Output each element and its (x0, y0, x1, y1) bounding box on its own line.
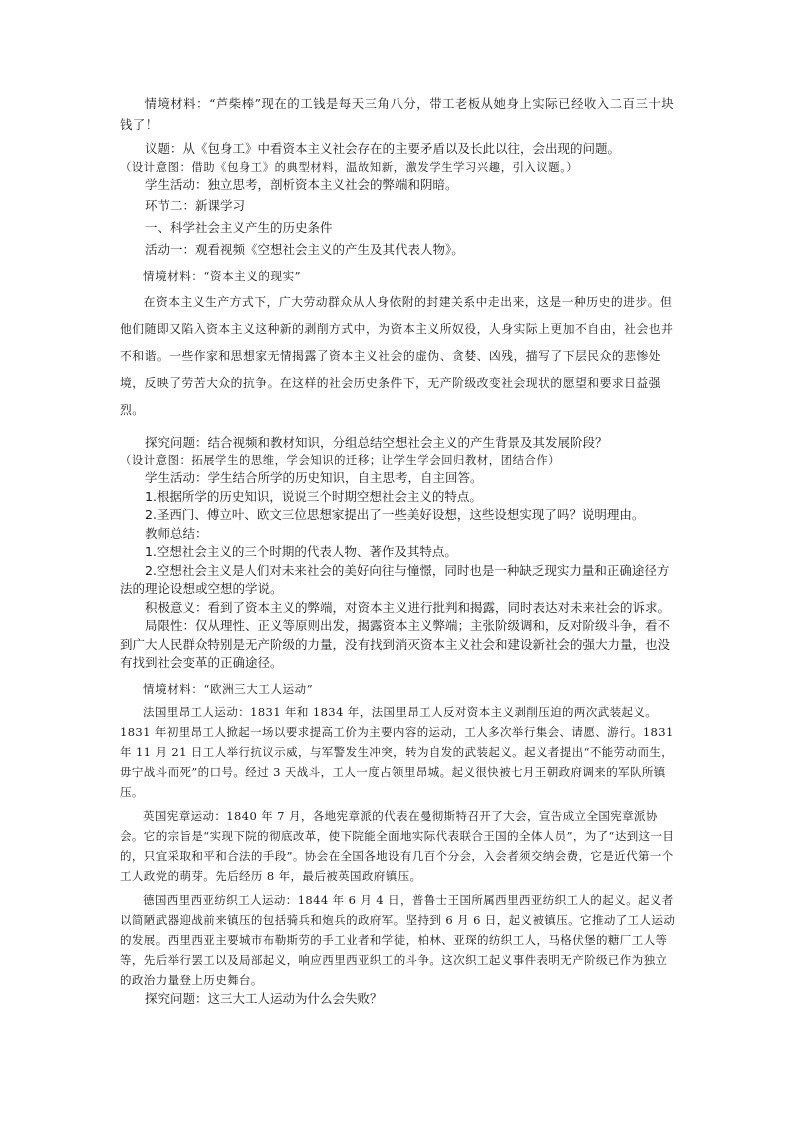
germany-silesia-para: 德国西里西亚纺织工人运动：1844 年 6 月 4 日，普鲁士王国所属西里西亚纺织工人的起义。起义者以简陋武器迎战前来镇压的包括骑兵和炮兵的政府军。坚持到 6 月 6 日，起义被镇压。它推动了工人运动的发展。西里西亚主要城市布勒斯劳的手工业者和学徒，柏林、亚琛的纺织工人，马格伏堡的糖厂工人等等，先后举行罢工以及局部起义，响应西里西亚织工的斗争。这次织工起义事件表明无产阶级已作为独立的政治力量登上历史舞台。 (120, 892, 676, 987)
question-2: 2.圣西门、傅立叶、欧文三位思想家提出了一些美好设想，这些设想实现了吗？说明理由。 (145, 507, 645, 522)
britain-chartist-para: 英国宪章运动：1840 年 7 月，各地宪章派的代表在曼彻斯特召开了大会，宣告成立全国宪章派协会。它的宗旨是“实现下院的彻底改革，使下院能全面地实际代表联合王国的全体人员”，为了“达到这一目的，只宜采取和平和合法的手段”。协会在全国各地设有几百个分会，入会者须交纳会费，它是近代第一个工人政党的萌芽。先后经历 8 年，最后被英国政府镇压。 (120, 808, 675, 883)
capitalism-reality-para: 在资本主义生产方式下，广大劳动群众从人身依附的封建关系中走出来，这是一种历史的进步。但他们随即又陷入资本主义这种新的剥削方式中，为资本主义所奴役，人身实际上更加不自由，社会也并不和谐。一些作家和思想家无情揭露了资本主义社会的虚伪、贪婪、凶残，描写了下层民众的悲惨处境，反映了劳苦大众的抗争。在这样的社会历史条件下，无产阶级改变社会现状的愿望和要求日益强烈。 (120, 294, 674, 417)
summary-item-1: 1.空想社会主义的三个时期的代表人物、著作及其特点。 (145, 544, 457, 559)
positive-significance-para: 积极意义：看到了资本主义的弊端，对资本主义进行批判和揭露，同时表达对未来社会的诉求。 (145, 599, 671, 615)
inquiry-question-para: 探究问题：结合视频和教材知识，分组总结空想社会主义的产生背景及其发展阶段？ (145, 434, 608, 450)
teacher-summary-heading: 教师总结： (145, 525, 208, 541)
inquiry-question-para-2: 探究问题：这三大工人运动为什么会失败？ (145, 990, 383, 1006)
student-activity-para-2: 学生活动：学生结合所学的历史知识，自主思考，自主回答。 (145, 470, 483, 485)
situation-material-heading: 情境材料：“资本主义的现实” (143, 268, 302, 283)
situation-material-heading-2: 情境材料：“欧洲三大工人运动” (143, 681, 314, 696)
section-heading: 环节二：新课学习 (145, 198, 246, 213)
topic-para: 议题：从《包身工》中看资本主义社会存在的主要矛盾以及长此以往，会出现的问题。 (145, 141, 621, 156)
design-intent-para: （设计意图：借助《包身工》的典型材料，温故知新，激发学生学习兴趣，引入议题。） (120, 160, 579, 174)
student-activity-para: 学生活动：独立思考，剖析资本主义社会的弊端和阴暗。 (145, 176, 458, 192)
question-1: 1.根据所学的历史知识，说说三个时期空想社会主义的特点。 (145, 488, 482, 504)
situation-material-para: 情境材料：“芦柴棒”现在的工钱是每天三角八分，带工老板从她身上实际已经收入二百三十块钱了！ (120, 97, 675, 132)
summary-item-2: 2.空想社会主义是人们对未来社会的美好向往与憧憬，同时也是一种缺乏现实力量和正确途径方法的理论设想或空想的学说。 (120, 562, 670, 596)
workers-movements-block (120, 702, 676, 990)
france-lyon-para: 法国里昂工人运动：1831 年和 1834 年，法国里昂工人反对资本主义剥削压迫的两次武装起义。1831 年初里昂工人掀起一场以要求提高工价为主要内容的运动，工人多次举行集会、请愿、游行。1831 年 11 月 21 日工人举行抗议示威，与军警发生冲突，转为自发的武装起义。起义者提出“不能劳动而生，毋宁战斗而死”的口号。经过 3 天战斗，工人一度占领里昂城。起义很快被七月王朝政府调来的军队所镇压。 (120, 704, 674, 799)
activity-para: 活动一：观看视频《空想社会主义的产生及其代表人物》。 (145, 242, 464, 257)
subsection-heading: 一、科学社会主义产生的历史条件 (145, 219, 333, 235)
document-body (120, 94, 676, 1008)
limitation-para: 局限性：仅从理性、正义等原则出发，揭露资本主义弊端；主张阶级调和，反对阶级斗争，看不到广大人民群众特别是无产阶级的力量，没有找到消灭资本主义社会和建设新社会的强大力量，也没有找到社会变革的正确途径。 (120, 618, 671, 670)
design-intent-para-2: （设计意图：拓展学生的思维，学会知识的迁移；让学生学会回归教材，团结合作） (120, 454, 561, 467)
capitalism-reality-block (120, 289, 676, 424)
